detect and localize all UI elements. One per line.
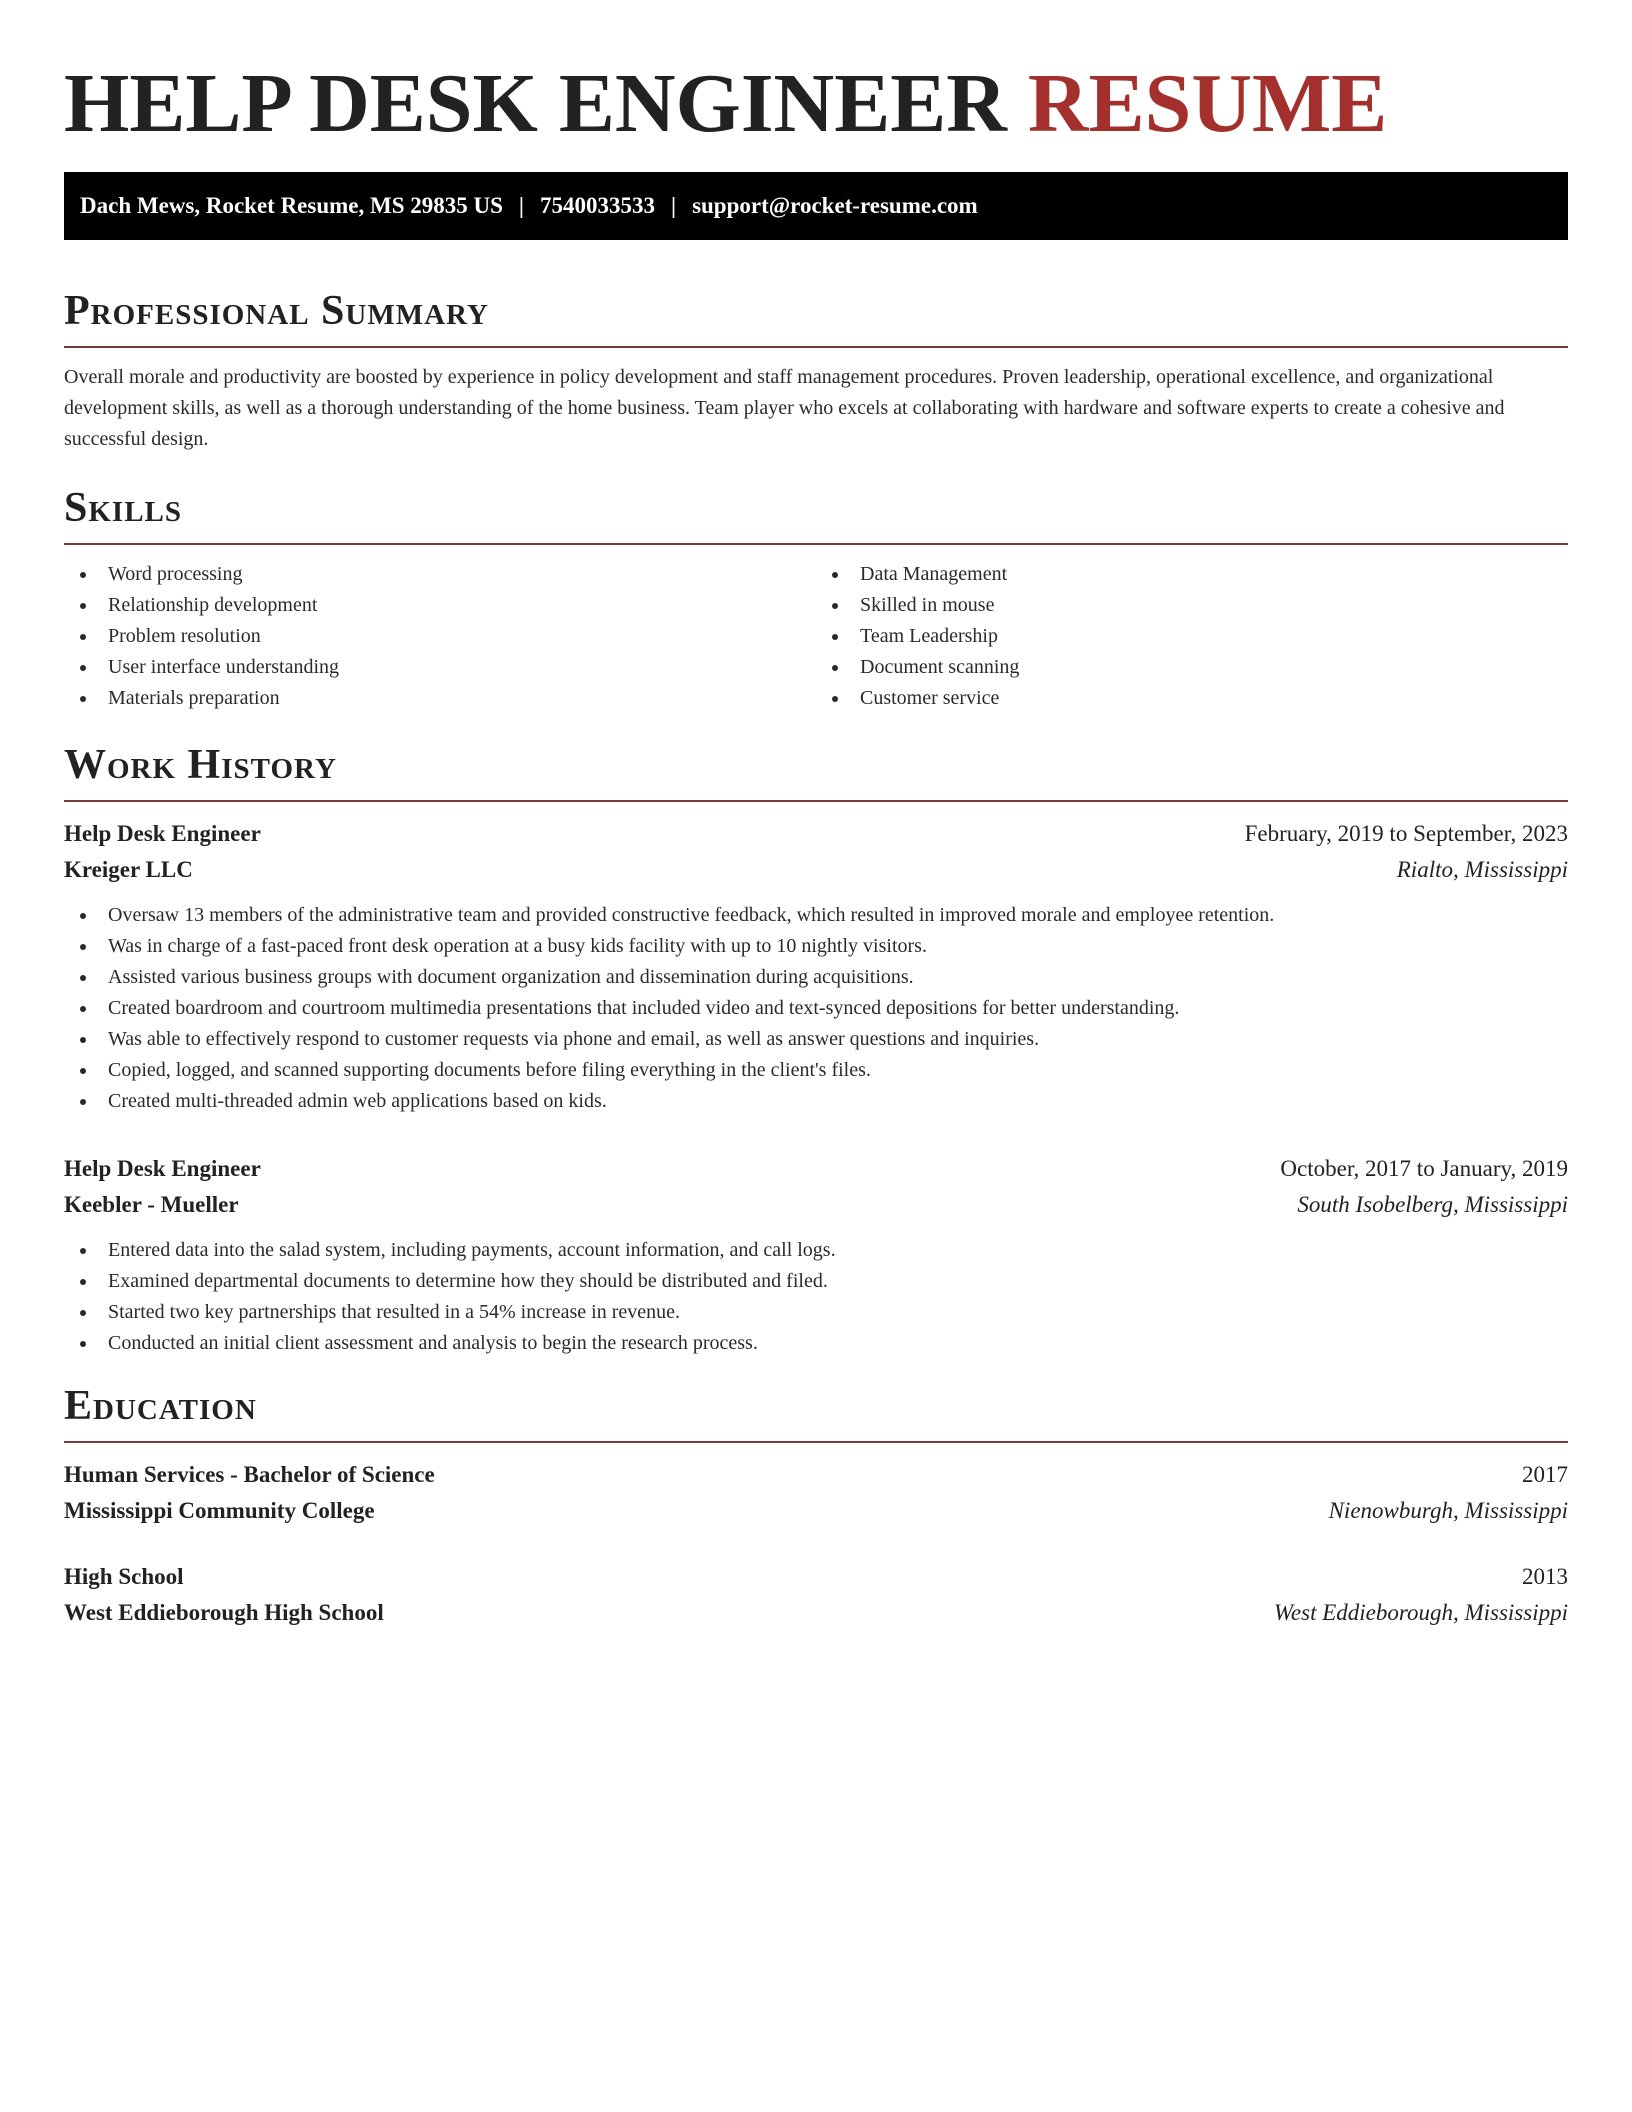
skill-item: Document scanning: [832, 652, 1568, 683]
job-company-row: [64, 852, 1568, 888]
education-school: Mississippi Community College: [64, 1498, 375, 1523]
skills-grid: [64, 559, 1568, 714]
education-degree-row: [64, 1457, 1568, 1493]
job-bullet: Conducted an initial client assessment and analysis to begin the research process.: [80, 1328, 1568, 1359]
job-bullet: Assisted various business groups with document organization and dissemination during acquisitions.: [80, 962, 1568, 993]
skills-section: [64, 487, 1568, 714]
education-entry: [64, 1457, 1568, 1529]
education-location: West Eddieborough, Mississippi: [1273, 1600, 1568, 1625]
summary-section: [64, 290, 1568, 455]
job-bullet: Examined departmental documents to determine how they should be distributed and filed.: [80, 1266, 1568, 1297]
job-company-row: [64, 1187, 1568, 1223]
skill-item: Team Leadership: [832, 621, 1568, 652]
skill-item: Relationship development: [80, 590, 816, 621]
contact-address: Dach Mews, Rocket Resume, MS 29835 US: [80, 193, 503, 218]
skill-item: Problem resolution: [80, 621, 816, 652]
education-entry: [64, 1559, 1568, 1631]
page-title: [64, 52, 1568, 148]
job-bullet: Started two key partnerships that resulted in a 54% increase in revenue.: [80, 1297, 1568, 1328]
job-company: Keebler - Mueller: [64, 1192, 239, 1217]
skill-item: Word processing: [80, 559, 816, 590]
education-location: Nienowburgh, Mississippi: [1328, 1498, 1568, 1523]
skill-item: Skilled in mouse: [832, 590, 1568, 621]
skill-item: Customer service: [832, 683, 1568, 714]
contact-email: support@rocket-resume.com: [692, 193, 978, 218]
education-school: West Eddieborough High School: [64, 1600, 384, 1625]
skills-heading: Skills: [64, 487, 1568, 545]
contact-phone: 7540033533: [539, 193, 655, 218]
job-dates: October, 2017 to January, 2019: [1280, 1156, 1568, 1181]
education-section: [64, 1385, 1568, 1631]
title-main: HELP DESK ENGINEER: [64, 57, 1007, 150]
skills-column-right: [816, 559, 1568, 714]
skill-item: Data Management: [832, 559, 1568, 590]
contact-separator: |: [670, 193, 677, 218]
skill-item: Materials preparation: [80, 683, 816, 714]
work-history-heading: Work History: [64, 744, 1568, 802]
job-location: South Isobelberg, Mississippi: [1297, 1192, 1568, 1217]
job-title: Help Desk Engineer: [64, 821, 261, 846]
job-location: Rialto, Mississippi: [1396, 857, 1568, 882]
job-bullet: Was able to effectively respond to customer requests via phone and email, as well as answer questions and inquiries.: [80, 1024, 1568, 1055]
education-degree: Human Services - Bachelor of Science: [64, 1462, 435, 1487]
skills-column-left: [64, 559, 816, 714]
job-bullet: Copied, logged, and scanned supporting documents before filing everything in the client's files.: [80, 1055, 1568, 1086]
job-entry: [64, 1151, 1568, 1359]
job-bullet: Created multi-threaded admin web applications based on kids.: [80, 1086, 1568, 1117]
job-bullets: [64, 1235, 1568, 1359]
job-entry: [64, 816, 1568, 1117]
title-accent: RESUME: [1027, 57, 1388, 150]
job-title: Help Desk Engineer: [64, 1156, 261, 1181]
skill-item: User interface understanding: [80, 652, 816, 683]
job-bullet: Was in charge of a fast-paced front desk operation at a busy kids facility with up to 10 nightly visitors.: [80, 931, 1568, 962]
job-bullet: Created boardroom and courtroom multimedia presentations that included video and text-synced depositions for better understanding.: [80, 993, 1568, 1024]
education-degree: High School: [64, 1564, 184, 1589]
summary-heading: Professional Summary: [64, 290, 1568, 348]
education-school-row: [64, 1595, 1568, 1631]
job-header-row: [64, 1151, 1568, 1187]
contact-separator: |: [518, 193, 524, 218]
job-company: Kreiger LLC: [64, 857, 193, 882]
job-bullet: Oversaw 13 members of the administrative team and provided constructive feedback, which resulted in improved morale and employee retention.: [80, 900, 1568, 931]
education-year: 2013: [1522, 1564, 1568, 1589]
job-header-row: [64, 816, 1568, 852]
job-bullets: [64, 900, 1568, 1117]
contact-bar: [64, 172, 1568, 240]
education-heading: Education: [64, 1385, 1568, 1443]
education-school-row: [64, 1493, 1568, 1529]
education-year: 2017: [1522, 1462, 1568, 1487]
job-dates: February, 2019 to September, 2023: [1244, 821, 1568, 846]
summary-text: Overall morale and productivity are boosted by experience in policy development and staff management procedures. Proven leadership, operational excellence, and organizational development skills, as well as a thorough understanding of the home business. Team player who excels at collaborating with hardware and software experts to create a cohesive and successful design.: [64, 366, 1505, 450]
job-bullet: Entered data into the salad system, including payments, account information, and call logs.: [80, 1235, 1568, 1266]
work-history-section: [64, 744, 1568, 1359]
education-degree-row: [64, 1559, 1568, 1595]
